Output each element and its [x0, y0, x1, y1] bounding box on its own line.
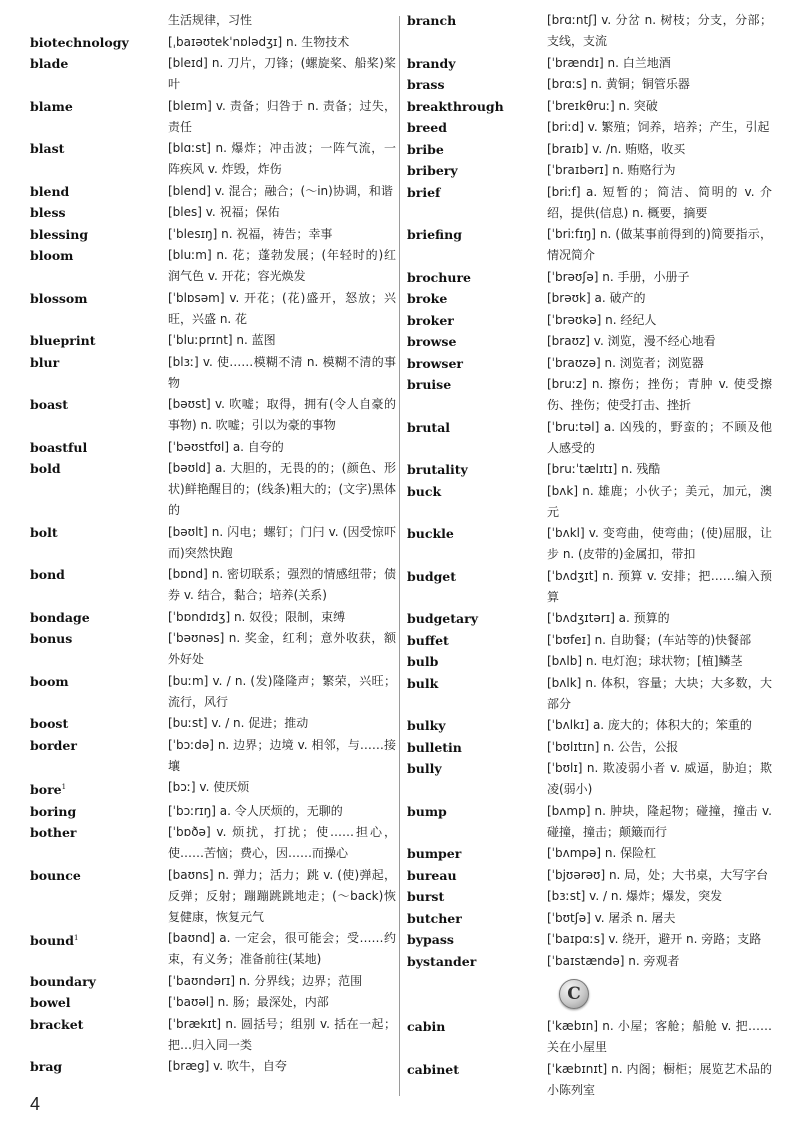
dictionary-entry — [407, 310, 772, 331]
headword-text: bully — [407, 761, 442, 776]
definition: [ˈbraɪbərɪ] n. 贿赂行为 — [547, 163, 676, 177]
headword-text: bulky — [407, 718, 446, 733]
dictionary-entry — [407, 566, 772, 608]
headword — [407, 801, 547, 822]
headword — [30, 288, 168, 309]
dictionary-entry — [407, 929, 772, 950]
definition: [ˈbʌlkɪ] a. 庞大的；体积大的；笨重的 — [547, 718, 752, 732]
dictionary-entry — [30, 224, 396, 245]
headword-text: budget — [407, 568, 457, 584]
headword-text: buckle — [407, 526, 454, 541]
definition: [ˈbɒðə] v. 烦扰，打扰；使……担心，使……苦恼；费心，因……而操心 — [168, 825, 396, 861]
headword — [407, 10, 547, 31]
headword-text: broke — [407, 291, 448, 306]
definition: [ˈbjʊərəʊ] n. 局，处；大书桌，大写字台 — [547, 867, 769, 882]
headword-text: boastful — [30, 439, 88, 455]
definition: [ˈbəʊnəs] n. 奖金，红利；意外收获，额外好处 — [168, 631, 396, 666]
headword-text: bowel — [30, 995, 71, 1011]
dictionary-entry — [407, 182, 772, 224]
headword-text: brochure — [407, 269, 471, 285]
headword — [407, 374, 547, 395]
definition: [ˈblɒsəm] v. 开花；(花)盛开，怒放；兴旺，兴盛 n. 花 — [168, 290, 396, 326]
dictionary-entry — [30, 96, 396, 138]
definition: [buːst] v. / n. 促进；推动 — [168, 716, 309, 730]
headword-text: bruise — [407, 377, 452, 392]
definition: 生活规律，习性 — [168, 13, 253, 27]
headword — [407, 758, 547, 779]
dictionary-entry — [407, 53, 772, 74]
headword — [30, 437, 168, 458]
headword — [30, 607, 168, 628]
headword — [30, 865, 168, 886]
definition: [ˈbʌkl] v. 变弯曲，使弯曲；(使)屈服，让步 n. (皮带的)金属扣，带扣 — [547, 526, 772, 561]
definition: [ˈbluːprɪnt] n. 蓝图 — [168, 333, 276, 347]
headword — [407, 608, 547, 629]
headword-text: briefing — [407, 227, 462, 242]
headword-text: bulb — [407, 654, 439, 669]
definition: [ˈbaɪpɑːs] v. 绕开，避开 n. 旁路；支路 — [547, 932, 762, 946]
dictionary-entry — [30, 865, 396, 928]
headword-text: blur — [30, 354, 60, 370]
headword — [30, 181, 168, 202]
headword-text: browser — [407, 355, 463, 371]
dictionary-entry — [407, 951, 772, 972]
headword-text: brass — [407, 77, 445, 92]
definition: [brɑːs] n. 黄铜；铜管乐器 — [547, 77, 690, 91]
headword-text: bloom — [30, 248, 74, 263]
dictionary-entry — [407, 758, 772, 800]
dictionary-entry — [30, 777, 396, 800]
dictionary-entry — [30, 181, 396, 202]
dictionary-entry — [407, 288, 772, 309]
headword-text: breakthrough — [407, 98, 504, 114]
headword — [407, 74, 547, 95]
headword-text: brutal — [407, 419, 451, 435]
headword — [407, 160, 547, 181]
dictionary-entry — [30, 10, 396, 31]
definition: [ˈbɔːrɪŋ] a. 令人厌烦的，无聊的 — [168, 803, 343, 818]
headword — [407, 523, 547, 544]
definition: [braɪb] v. /n. 贿赂，收买 — [547, 141, 686, 156]
headword-text: bother — [30, 825, 77, 841]
headword — [30, 202, 168, 223]
definition: [bəʊld] a. 大胆的，无畏的的；(颜色、形状)鲜艳醒目的；(线条)粗大的；(文字)黑体的 — [168, 461, 396, 517]
headword — [407, 1059, 547, 1080]
headword-text: bonus — [30, 631, 73, 646]
definition: [ˈbʊfeɪ] n. 自助餐；(车站等的)快餐部 — [547, 632, 752, 647]
right-column-c-entries — [407, 1016, 772, 1101]
definition: [ˈbaʊəl] n. 肠；最深处，内部 — [168, 995, 329, 1010]
headword-text: bulletin — [407, 739, 462, 755]
headword-text: bond — [30, 567, 65, 582]
headword — [407, 288, 547, 309]
headword — [407, 53, 547, 74]
headword — [407, 117, 547, 138]
headword-text: bulk — [407, 675, 439, 691]
definition: [bɜːst] v. / n. 爆炸；爆发，突发 — [547, 889, 723, 903]
headword — [30, 628, 168, 649]
headword-text: boast — [30, 397, 68, 412]
headword-text: buffet — [407, 632, 449, 648]
dictionary-entry — [407, 139, 772, 160]
headword-text: bypass — [407, 932, 454, 947]
definition: [ˈbrəʊkə] n. 经纪人 — [547, 312, 657, 327]
headword-text: blend — [30, 183, 70, 199]
dictionary-entry — [30, 607, 396, 628]
headword — [407, 737, 547, 758]
headword-text: bounce — [30, 867, 81, 883]
section-letter-badge: C — [559, 979, 589, 1009]
dictionary-entry — [30, 394, 396, 436]
dictionary-entry — [407, 459, 772, 480]
dictionary-entry — [30, 522, 396, 564]
dictionary-entry — [30, 352, 396, 394]
definition: [briːd] v. 繁殖；饲养，培养；产生，引起 — [547, 120, 770, 134]
headword — [30, 330, 168, 351]
definition: [bleɪm] v. 责备；归咎于 n. 责备；过失，责任 — [168, 98, 396, 134]
headword — [30, 522, 168, 543]
headword-text: brief — [407, 184, 441, 200]
dictionary-entry — [407, 801, 772, 843]
dictionary-entry — [407, 331, 772, 352]
headword-text: broker — [407, 312, 454, 328]
definition: [bəʊst] v. 吹嘘；取得，拥有(令人自豪的事物) n. 吹嘘；引以为豪的事物 — [168, 397, 396, 432]
headword — [407, 865, 547, 886]
dictionary-entry — [407, 353, 772, 374]
definition: [bʌk] n. 雄鹿；小伙子；美元，加元，澳元 — [547, 483, 772, 519]
headword-text: blame — [30, 98, 73, 114]
headword-text: cabin — [407, 1019, 446, 1034]
definition: [ˈbʌmpə] n. 保险杠 — [547, 846, 657, 860]
headword-text: border — [30, 737, 77, 753]
headword — [30, 971, 168, 992]
definition: [ˌbaɪəʊtekˈnɒlədʒɪ] n. 生物技术 — [168, 34, 350, 49]
headword — [407, 481, 547, 502]
headword — [30, 777, 168, 800]
right-column — [407, 10, 772, 1101]
headword-text: brag — [30, 1059, 63, 1075]
dictionary-entry — [407, 523, 772, 565]
headword-text: blast — [30, 141, 65, 156]
dictionary-entry — [407, 608, 772, 629]
headword — [407, 331, 547, 352]
headword — [30, 245, 168, 266]
definition: [ˈbʊlɪ] n. 欺凌弱小者 v. 威逼，胁迫；欺凌(弱小) — [547, 761, 772, 796]
headword-text: bolt — [30, 524, 58, 540]
headword — [30, 735, 168, 756]
headword — [407, 908, 547, 929]
definition: [bræg] v. 吹牛，自夸 — [168, 1059, 287, 1074]
dictionary-entry — [30, 202, 396, 223]
headword-text: bracket — [30, 1016, 84, 1032]
dictionary-entry — [30, 330, 396, 351]
headword-text: blessing — [30, 226, 89, 242]
headword — [407, 459, 547, 480]
headword-text: brutality — [407, 462, 468, 477]
headword-text: bound — [30, 933, 74, 949]
headword — [30, 992, 168, 1013]
definition: [ˈbəʊstfʊl] a. 自夸的 — [168, 439, 284, 454]
dictionary-entry — [30, 992, 396, 1013]
headword — [407, 267, 547, 288]
headword-text: butcher — [407, 910, 462, 926]
definition: [brɑːntʃ] v. 分岔 n. 树枝；分支，分部；支线，支流 — [547, 13, 772, 48]
headword-text: bumper — [407, 846, 462, 861]
left-column — [30, 10, 396, 1078]
definition: [bluːm] n. 花；蓬勃发展；(年轻时的)红润气色 v. 开花；容光焕发 — [168, 248, 396, 283]
definition: [blɑːst] n. 爆炸；冲击波；一阵气流，一阵疾风 v. 炸毁，炸伤 — [168, 141, 396, 176]
dictionary-entry — [30, 288, 396, 330]
dictionary-entry — [30, 245, 396, 287]
definition: [bɒnd] n. 密切联系；强烈的情感纽带；债券 v. 结合，黏合；培养(关系) — [168, 567, 396, 602]
dictionary-entry — [407, 374, 772, 416]
definition: [ˈbraʊzə] n. 浏览者；浏览器 — [547, 355, 704, 370]
definition: [ˈbʌdʒɪtərɪ] a. 预算的 — [547, 611, 670, 625]
dictionary-entry — [30, 628, 396, 670]
headword-text: browse — [407, 334, 457, 349]
headword — [30, 394, 168, 415]
dictionary-entry — [407, 908, 772, 929]
dictionary-entry — [30, 822, 396, 864]
headword — [30, 1014, 168, 1035]
headword — [30, 928, 168, 951]
headword — [30, 352, 168, 373]
headword — [407, 651, 547, 672]
headword — [407, 96, 547, 117]
dictionary-entry — [30, 671, 396, 713]
headword — [407, 715, 547, 736]
headword-text: burst — [407, 889, 445, 904]
headword-text: biotechnology — [30, 34, 129, 50]
definition: [baʊns] n. 弹力；活力；跳 v. (使)弹起，反弹；反射；蹦蹦跳跳地走；(～back)恢复健康，恢复元气 — [168, 867, 396, 924]
definition: [bɔː] v. 使厌烦 — [168, 780, 250, 794]
dictionary-entry — [407, 160, 772, 181]
headword-text: cabinet — [407, 1061, 460, 1077]
definition: [bruːˈtælɪtɪ] n. 残酷 — [547, 462, 661, 476]
definition: [blɜː] v. 使……模糊不清 n. 模糊不清的事物 — [168, 354, 396, 390]
dictionary-entry — [30, 1056, 396, 1077]
definition: [baʊnd] a. 一定会，很可能会；受……约束，有义务；准备前往(某地) — [168, 931, 396, 967]
definition: [ˈbriːfɪŋ] n. (做某事前得到的)简要指示，情况简介 — [547, 227, 772, 262]
definition: [ˈkæbɪnɪt] n. 内阁；橱柜；展览艺术品的小陈列室 — [547, 1061, 772, 1097]
dictionary-entry — [30, 437, 396, 458]
definition: [ˈbrændɪ] n. 白兰地酒 — [547, 55, 671, 70]
definition: [bʌlb] n. 电灯泡；球状物；[植]鳞茎 — [547, 654, 743, 668]
dictionary-entry — [407, 1016, 772, 1058]
column-divider — [399, 16, 400, 1096]
definition: [bʌlk] n. 体积，容量；大块；大多数，大部分 — [547, 675, 772, 711]
definition: [brəʊk] a. 破产的 — [547, 291, 646, 305]
dictionary-entry — [407, 715, 772, 736]
dictionary-entry — [30, 1014, 396, 1056]
headword — [30, 671, 168, 692]
headword-text: blossom — [30, 290, 88, 306]
headword — [407, 566, 547, 587]
dictionary-entry — [407, 481, 772, 523]
dictionary-entry — [407, 886, 772, 907]
definition: [briːf] a. 短暂的；简洁、简明的 v. 介绍，提供(信息) n. 概要，摘要 — [547, 184, 772, 220]
headword — [407, 951, 547, 972]
headword — [30, 53, 168, 74]
definition: [ˈbruːtəl] a. 凶残的，野蛮的；不顾及他人感受的 — [547, 419, 772, 455]
right-column-b-entries — [407, 10, 772, 972]
headword-text: branch — [407, 13, 457, 28]
dictionary-entry — [407, 1059, 772, 1101]
dictionary-entry — [407, 267, 772, 288]
dictionary-entry — [407, 737, 772, 758]
headword-text: bondage — [30, 609, 90, 625]
dictionary-entry — [407, 651, 772, 672]
definition: [ˈbɒndɪdʒ] n. 奴役；限制，束缚 — [168, 609, 346, 624]
dictionary-entry — [407, 224, 772, 266]
headword — [30, 32, 168, 53]
definition: [ˈbʊlɪtɪn] n. 公告，公报 — [547, 739, 679, 754]
definition: [ˈbrəʊʃə] n. 手册，小册子 — [547, 269, 690, 284]
dictionary-entry — [407, 96, 772, 117]
headword — [30, 224, 168, 245]
headword — [30, 1056, 168, 1077]
headword — [30, 713, 168, 734]
headword-text: boost — [30, 716, 69, 731]
headword — [407, 224, 547, 245]
dictionary-entry — [407, 74, 772, 95]
definition: [bəʊlt] n. 闪电；螺钉；门闩 v. (因受惊吓而)突然快跑 — [168, 524, 396, 560]
dictionary-entry — [30, 564, 396, 606]
dictionary-entry — [407, 417, 772, 459]
headword — [30, 458, 168, 479]
headword — [30, 801, 168, 822]
definition: [ˈbaʊndərɪ] n. 分界线；边界；范围 — [168, 973, 363, 988]
headword-text: breed — [407, 120, 447, 135]
headword-text: buck — [407, 483, 442, 499]
definition: [buːm] v. / n. (发)隆隆声；繁荣，兴旺；流行，风行 — [168, 673, 396, 709]
headword-text: boundary — [30, 973, 96, 989]
dictionary-entry — [30, 32, 396, 53]
headword — [407, 929, 547, 950]
definition: [ˈbʌdʒɪt] n. 预算 v. 安排；把……编入预算 — [547, 568, 772, 604]
dictionary-entry — [30, 53, 396, 95]
headword-text: bold — [30, 461, 61, 476]
dictionary-entry — [407, 630, 772, 651]
definition: [bles] v. 祝福；保佑 — [168, 205, 280, 219]
headword-text: budgetary — [407, 611, 478, 626]
headword-text: bystander — [407, 953, 477, 969]
headword — [407, 182, 547, 203]
section-header-c — [407, 972, 772, 1016]
headword-text: bribery — [407, 163, 458, 178]
definition: [ˈbrækɪt] n. 圆括号；组别 v. 括在一起；把…归入同一类 — [168, 1016, 396, 1052]
headword-text: bump — [407, 803, 447, 819]
headword-text: bribe — [407, 141, 444, 157]
dictionary-entry — [30, 735, 396, 777]
dictionary-entry — [30, 971, 396, 992]
headword-text: blueprint — [30, 333, 96, 348]
headword-text: bore — [30, 782, 62, 798]
definition: [ˈkæbɪn] n. 小屋；客舱；船舱 v. 把……关在小屋里 — [547, 1019, 772, 1054]
definition: [ˈbreɪkθruː] n. 突破 — [547, 98, 658, 113]
headword — [407, 1016, 547, 1037]
definition: [braʊz] v. 浏览，漫不经心地看 — [547, 334, 716, 348]
headword — [30, 138, 168, 159]
dictionary-entry — [30, 928, 396, 970]
definition: [blend] v. 混合；融合；(～in)协调，和谐 — [168, 183, 393, 198]
page-number: 4 — [30, 1094, 41, 1114]
dictionary-entry — [407, 673, 772, 715]
headword — [407, 843, 547, 864]
definition: [bʌmp] n. 肿块，隆起物；碰撞，撞击 v. 碰撞，撞击；颠簸而行 — [547, 803, 772, 839]
headword — [407, 310, 547, 331]
headword — [407, 139, 547, 160]
dictionary-entry — [30, 138, 396, 180]
homograph-marker: 1 — [61, 783, 67, 791]
headword — [407, 353, 547, 374]
headword-text: brandy — [407, 55, 456, 71]
definition: [ˈbʊtʃə] v. 屠杀 n. 屠夫 — [547, 910, 676, 925]
dictionary-entry — [407, 117, 772, 138]
definition: [ˈbɔːdə] n. 边界；边境 v. 相邻，与……接壤 — [168, 737, 396, 773]
headword — [407, 630, 547, 651]
dictionary-entry — [407, 843, 772, 864]
headword — [407, 673, 547, 694]
headword — [30, 822, 168, 843]
headword — [30, 96, 168, 117]
headword-text: boom — [30, 673, 69, 689]
headword — [30, 564, 168, 585]
homograph-marker: 1 — [74, 934, 79, 943]
headword — [407, 886, 547, 907]
definition: [ˈblesɪŋ] n. 祝福，祷告；幸事 — [168, 226, 333, 241]
definition: [bruːz] n. 擦伤；挫伤；青肿 v. 使受擦伤、挫伤；使受打击、挫折 — [547, 377, 772, 412]
dictionary-entry — [30, 801, 396, 822]
headword-text: bureau — [407, 867, 457, 883]
definition: [bleɪd] n. 刀片，刀锋；(螺旋桨、船桨)桨叶 — [168, 56, 396, 91]
headword-text: blade — [30, 56, 69, 71]
dictionary-entry — [30, 713, 396, 734]
headword-text: boring — [30, 803, 77, 819]
dictionary-entry — [407, 865, 772, 886]
definition: [ˈbaɪstændə] n. 旁观者 — [547, 953, 680, 968]
headword — [407, 417, 547, 438]
headword-text: bless — [30, 205, 66, 220]
dictionary-entry — [407, 10, 772, 52]
dictionary-entry — [30, 458, 396, 521]
